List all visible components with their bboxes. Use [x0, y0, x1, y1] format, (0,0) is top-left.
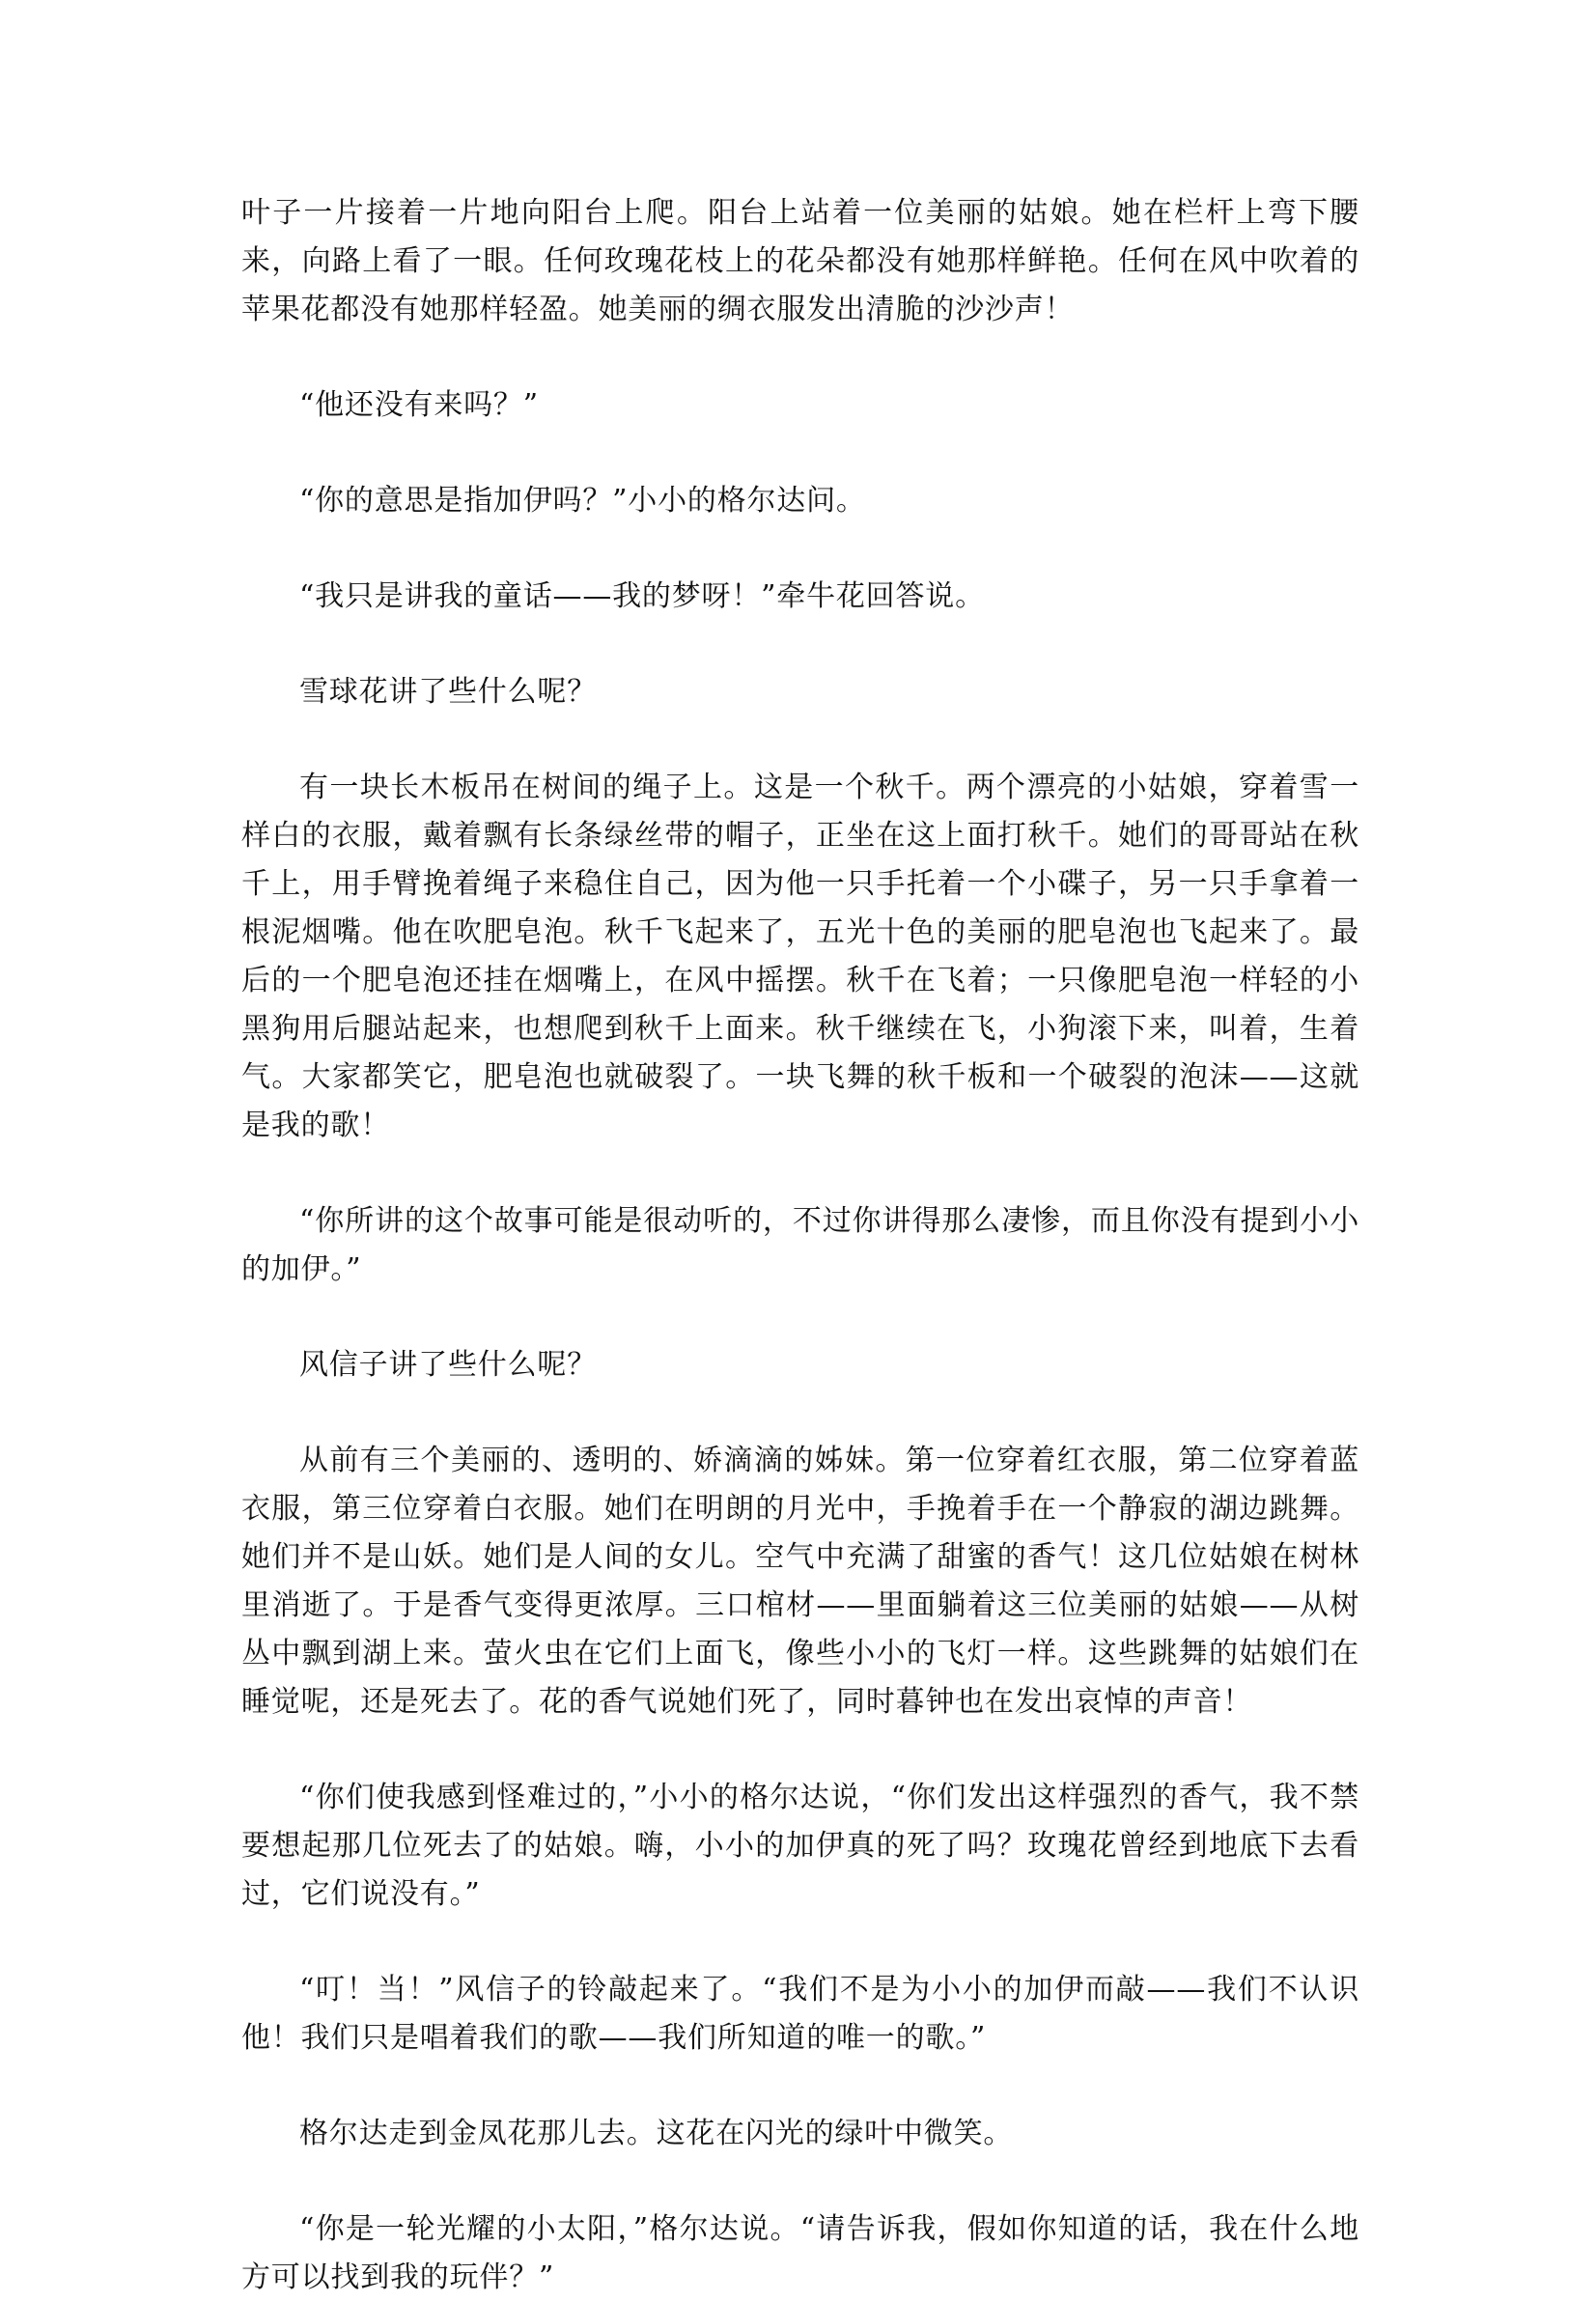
paragraph-gerda-asks: “你的意思是指加伊吗？”小小的格尔达问。: [299, 484, 866, 518]
story-text: [241, 189, 1359, 2302]
paragraph-snowball-question: 雪球花讲了些什么呢？: [299, 675, 597, 709]
paragraph-three-sisters-story: 从前有三个美丽的、透明的、娇滴滴的姊妹。第一位穿着红衣服，第二位穿着蓝衣服，第三位穿着白衣服。她们在明朗的月光中，手挽着手在一个静寂的湖边跳舞。她们并不是山妖。她们是人间的女儿。空气中充满了甜蜜的香气！这几位姑娘在树林里消逝了。于是香气变得更浓厚。三口棺材——里面躺着这三位美丽的姑娘——从树丛中飘到湖上来。萤火虫在它们上面飞，像些小小的飞灯一样。这些跳舞的姑娘们在睡觉呢，还是死去了。花的香气说她们死了，同时暮钟也在发出哀悼的声音！: [241, 1444, 1359, 1719]
paragraph-buttercup-approach: 格尔达走到金凤花那儿去。这花在闪光的绿叶中微笑。: [299, 2117, 1014, 2150]
paragraph-gerda-response-swing: “你所讲的这个故事可能是很动听的，不过你讲得那么凄惨，而且你没有提到小小的加伊。”: [241, 1204, 1359, 1286]
paragraph-morning-glory-answer: “我只是讲我的童话——我的梦呀！”牵牛花回答说。: [299, 579, 985, 613]
paragraph-balcony-girl: 叶子一片接着一片地向阳台上爬。阳台上站着一位美丽的姑娘。她在栏杆上弯下腰来，向路上看了一眼。任何玫瑰花枝上的花朵都没有她那样鲜艳。任何在风中吹着的苹果花都没有她那样轻盈。她美丽的绸衣服发出清脆的沙沙声！: [241, 196, 1359, 326]
paragraph-hyacinth-question: 风信子讲了些什么呢？: [299, 1348, 597, 1382]
paragraph-gerda-asks-buttercup: “你是一轮光耀的小太阳，”格尔达说。“请告诉我，假如你知道的话，我在什么地方可以找到我的玩伴？”: [241, 2212, 1359, 2294]
paragraph-question-he-not-come: “他还没有来吗？”: [299, 388, 539, 422]
paragraph-gerda-sad: “你们使我感到怪难过的，”小小的格尔达说，“你们发出这样强烈的香气，我不禁要想起那几位死去了的姑娘。嗨，小小的加伊真的死了吗？玫瑰花曾经到地底下去看过，它们说没有。”: [241, 1781, 1359, 1911]
paragraph-swing-story: 有一块长木板吊在树间的绳子上。这是一个秋千。两个漂亮的小姑娘，穿着雪一样白的衣服，戴着飘有长条绿丝带的帽子，正坐在这上面打秋千。她们的哥哥站在秋千上，用手臂挽着绳子来稳住自己，因为他一只手托着一个小碟子，另一只手拿着一根泥烟嘴。他在吹肥皂泡。秋千飞起来了，五光十色的美丽的肥皂泡也飞起来了。最后的一个肥皂泡还挂在烟嘴上，在风中摇摆。秋千在飞着；一只像肥皂泡一样轻的小黑狗用后腿站起来，也想爬到秋千上面来。秋千继续在飞，小狗滚下来，叫着，生着气。大家都笑它，肥皂泡也就破裂了。一块飞舞的秋千板和一个破裂的泡沫——这就是我的歌！: [241, 771, 1359, 1142]
paragraph-hyacinth-bells: “叮！当！”风信子的铃敲起来了。“我们不是为小小的加伊而敲——我们不认识他！我们只是唱着我们的歌——我们所知道的唯一的歌。”: [241, 1973, 1359, 2055]
